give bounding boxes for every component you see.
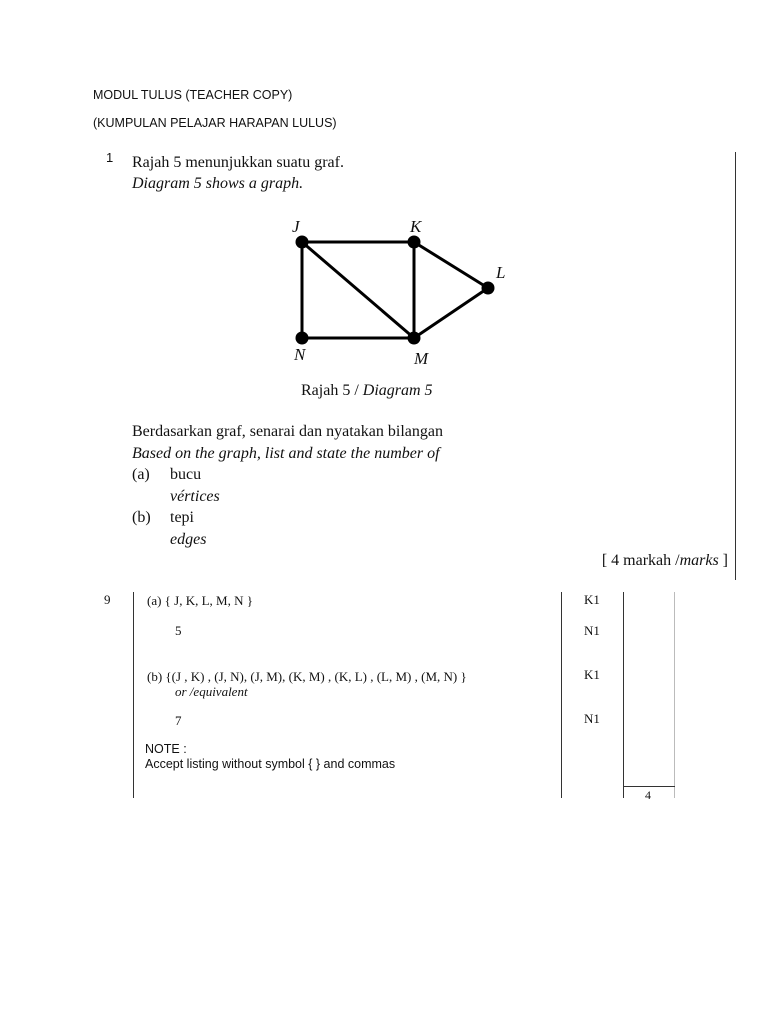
instruction-english: Based on the graph, list and state the number of [132,445,440,462]
part-a-label: (a) [132,466,150,483]
marks-allocation-malay: [ 4 markah / [601,552,680,569]
scheme-total-divider [623,592,624,798]
diagram-caption-malay: Rajah 5 / [301,382,359,399]
marks-allocation-english: marks [679,552,719,569]
vertex-label-k: K [410,217,422,236]
vertex-label-j: J [292,217,300,236]
vertex-l [482,282,495,295]
part-b-english: edges [170,531,207,548]
scheme-left-border [133,592,134,798]
scheme-part-a-answer: (a) { J, K, L, M, N } [147,593,253,608]
vertex-m [408,332,421,345]
scheme-part-a-count: 5 [175,623,182,638]
vertex-label-l: L [496,263,506,282]
diagram-caption-english: Diagram 5 [362,382,433,399]
scheme-total-line [623,786,675,787]
module-title: MODUL TULUS (TEACHER COPY) [93,88,293,102]
scheme-note-title: NOTE : [145,742,187,756]
question-stem-english: Diagram 5 shows a graph. [132,175,304,192]
graph-diagram [280,212,520,372]
module-subtitle: (KUMPULAN PELAJAR HARAPAN LULUS) [93,116,337,130]
vertex-j [296,236,309,249]
scheme-note-text: Accept listing without symbol { } and commas [145,757,396,771]
edge-kl [414,242,488,288]
vertex-label-n: N [294,345,306,364]
scheme-mark-n1-b: N1 [584,711,600,726]
scheme-part-b-equivalent: or /equivalent [175,684,248,699]
edge-lm [414,288,488,338]
part-a-malay: bucu [170,466,202,483]
edge-jm [302,242,414,338]
question-right-border [735,152,736,580]
scheme-total-marks: 4 [645,788,651,802]
scheme-marks-divider [561,592,562,798]
question-stem-malay: Rajah 5 menunjukkan suatu graf. [132,154,344,171]
part-a-english: vértices [170,488,220,505]
scheme-number: 9 [104,592,111,607]
question-number: 1 [106,150,114,165]
marks-allocation-close: ] [718,552,728,569]
vertex-n [296,332,309,345]
part-b-malay: tepi [170,509,194,526]
scheme-part-b-answer: (b) {(J , K) , (J, N), (J, M), (K, M) , (K, L) , (L, M) , (M, N) } [147,669,467,684]
scheme-right-border [674,592,675,798]
scheme-mark-k1-a: K1 [584,592,600,607]
vertex-label-m: M [414,349,429,368]
scheme-mark-k1-b: K1 [584,667,600,682]
instruction-malay: Berdasarkan graf, senarai dan nyatakan bilangan [132,423,443,440]
scheme-mark-n1-a: N1 [584,623,600,638]
marks-allocation [602,550,728,571]
part-b-label: (b) [132,509,151,526]
scheme-part-b-count: 7 [175,713,182,728]
vertex-k [408,236,421,249]
diagram-caption [301,380,433,401]
